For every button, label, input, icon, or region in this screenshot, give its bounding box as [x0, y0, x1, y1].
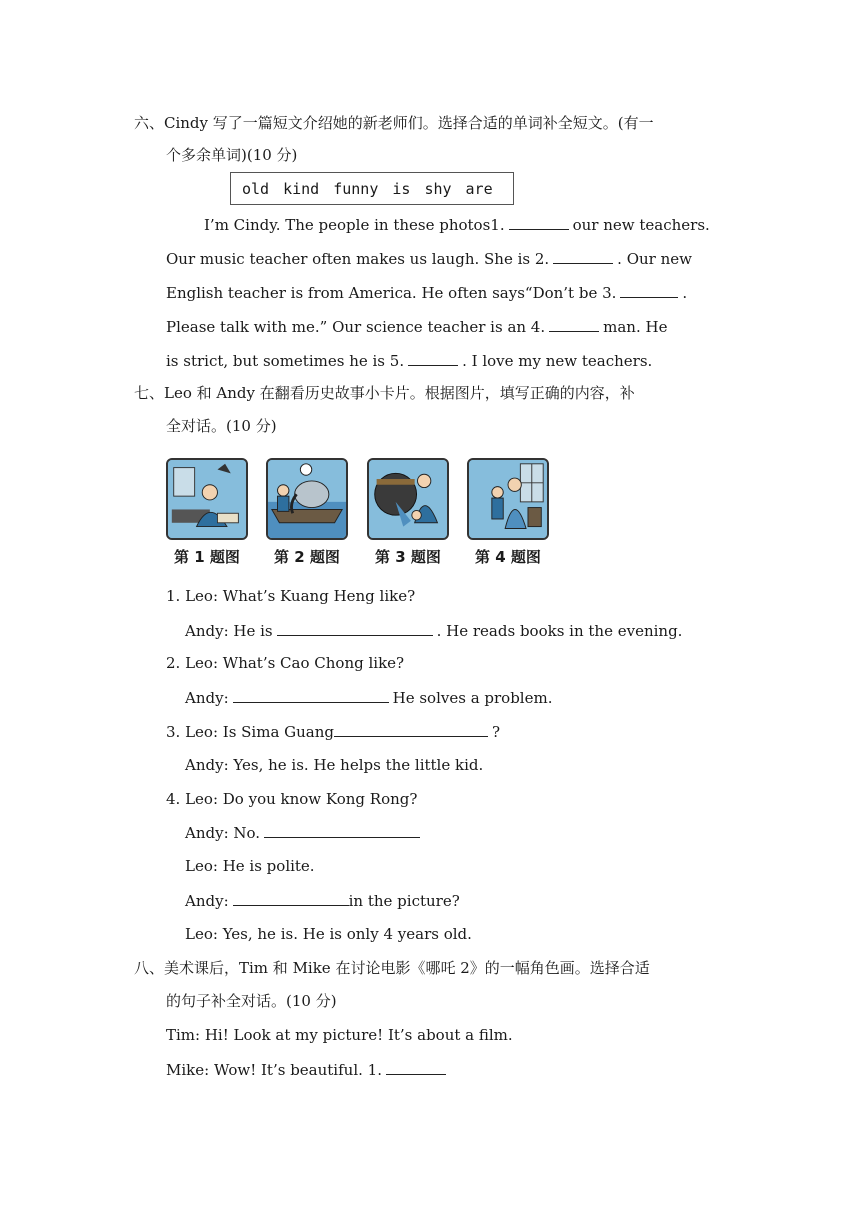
word-bank-word: kind [283, 179, 320, 198]
passage-text: Our music teacher often makes us laugh. She is 2. [166, 250, 550, 268]
passage-text: Please talk with me.” Our science teacher is an 4. [166, 318, 546, 336]
passage-text: man. He [603, 318, 668, 336]
story-card-4-image [467, 458, 549, 540]
question-2: 2. Leo: What’s Cao Chong like? [166, 654, 405, 672]
dialogue-line-polite: Leo: He is polite. [185, 857, 315, 875]
question-4: 4. Leo: Do you know Kong Rong? [166, 790, 418, 808]
dialogue-text: He solves a problem. [392, 689, 553, 707]
passage-text: is strict, but sometimes he is 5. [166, 352, 405, 370]
dialogue-text: . He reads books in the evening. [436, 622, 683, 640]
question-3-blank[interactable] [334, 721, 488, 737]
passage-text: I’m Cindy. The people in these photos1. [204, 216, 505, 234]
dialogue-text: 3. Leo: Is Sima Guang [166, 723, 335, 741]
answer-4-blank[interactable] [264, 822, 420, 838]
dialogue-text: Andy: He is [185, 622, 273, 640]
picture-question-blank[interactable] [233, 890, 349, 906]
answer-2-blank[interactable] [233, 687, 389, 703]
story-card-1-caption: 第 1 题图 [174, 548, 240, 566]
dialogue-tim: Tim: Hi! Look at my picture! It’s about a film. [166, 1026, 513, 1044]
word-bank-word: are [465, 179, 493, 198]
passage-text: English teacher is from America. He often says“Don’t be 3. [166, 284, 617, 302]
section-8-title-line-2: 的句子补全对话。(10 分) [166, 992, 337, 1010]
answer-1-blank[interactable] [277, 620, 433, 636]
section-6-title-line-2: 个多余单词)(10 分) [166, 146, 298, 164]
passage-text: . [682, 284, 688, 302]
dialogue-text: Andy: [185, 689, 229, 707]
passage-text: . I love my new teachers. [462, 352, 653, 370]
dialogue-text: Mike: Wow! It’s beautiful. 1. [166, 1061, 382, 1079]
passage-text: our new teachers. [572, 216, 710, 234]
answer-2 [185, 687, 552, 708]
passage-text: . Our new [617, 250, 692, 268]
blank-4[interactable] [549, 316, 599, 332]
blank-1[interactable] [509, 214, 569, 230]
word-bank-word: funny [333, 179, 379, 198]
passage-line-2 [166, 248, 692, 269]
story-card-2-caption: 第 2 题图 [274, 548, 340, 566]
passage-line-4 [166, 316, 667, 337]
question-3 [166, 721, 500, 742]
section-7-title-line-2: 全对话。(10 分) [166, 417, 277, 435]
dialogue-text: Andy: No. [185, 824, 261, 842]
word-bank-word: is [392, 179, 411, 198]
blank-2[interactable] [553, 248, 613, 264]
dialogue-text: in the picture? [348, 892, 460, 910]
passage-line-5 [166, 350, 652, 371]
answer-4 [185, 822, 424, 843]
story-card-3-image [367, 458, 449, 540]
section-8-title-line-1: 八、美术课后，Tim 和 Mike 在讨论电影《哪吒 2》的一幅角色画。选择合适 [134, 959, 650, 977]
dialogue-mike [166, 1059, 450, 1080]
answer-3: Andy: Yes, he is. He helps the little kid. [185, 756, 484, 774]
story-card-3-caption: 第 3 题图 [375, 548, 441, 566]
story-card-1-image [166, 458, 248, 540]
word-bank-word: old [242, 179, 270, 198]
blank-5[interactable] [408, 350, 458, 366]
question-1: 1. Leo: What’s Kuang Heng like? [166, 587, 416, 605]
passage-line-3 [166, 282, 687, 303]
story-card-4-caption: 第 4 题图 [475, 548, 541, 566]
dialogue-line-picture [185, 890, 460, 911]
word-bank [230, 172, 514, 205]
dialogue-text: ? [492, 723, 501, 741]
section-8-blank-1[interactable] [386, 1059, 446, 1075]
dialogue-text: Andy: [185, 892, 229, 910]
story-card-2-image [266, 458, 348, 540]
word-bank-word: shy [424, 179, 452, 198]
dialogue-line-age: Leo: Yes, he is. He is only 4 years old. [185, 925, 472, 943]
passage-line-1 [204, 214, 710, 235]
section-6-title-line-1: 六、Cindy 写了一篇短文介绍她的新老师们。选择合适的单词补全短文。(有一 [134, 114, 654, 132]
section-7-title-line-1: 七、Leo 和 Andy 在翻看历史故事小卡片。根据图片，填写正确的内容，补 [134, 384, 635, 402]
answer-1 [185, 620, 682, 641]
blank-3[interactable] [620, 282, 678, 298]
